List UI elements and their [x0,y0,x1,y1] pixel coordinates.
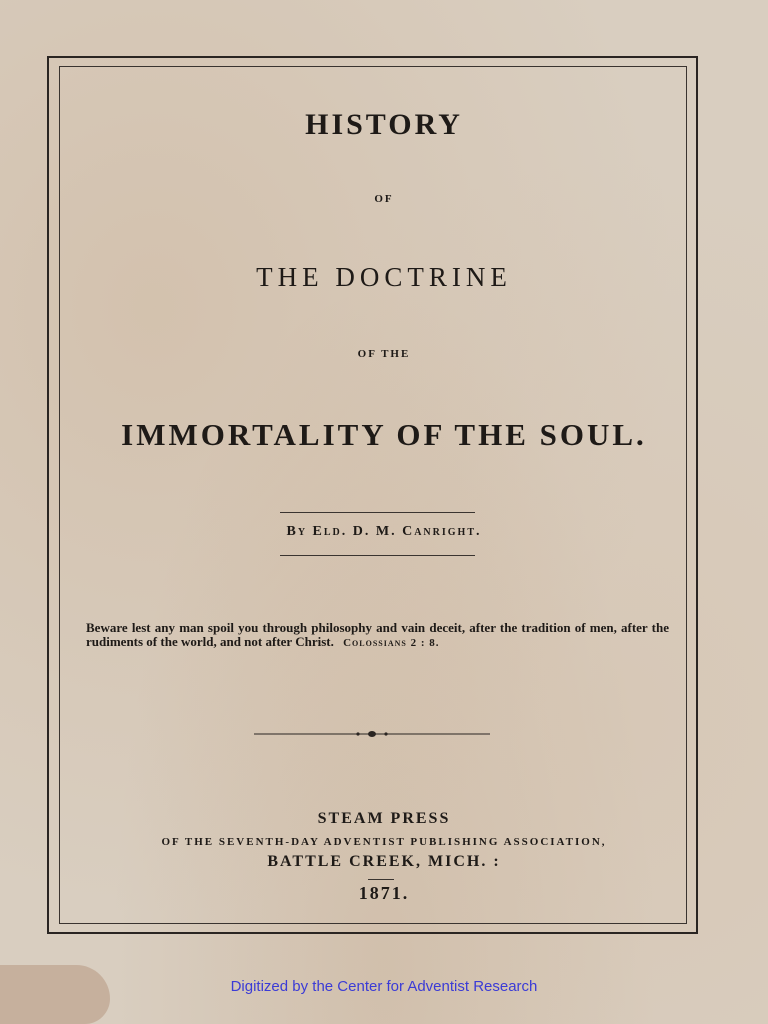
ornamental-divider [254,726,490,742]
title-line-doctrine: THE DOCTRINE [256,262,512,292]
author-rule-top [280,512,475,513]
imprint-city: BATTLE CREEK, MICH. : [267,853,501,870]
imprint-year: 1871. [358,883,410,903]
title-line-history: HISTORY [305,108,463,141]
title-line-of-the: OF THE [357,348,411,360]
imprint-association: OF THE SEVENTH-DAY ADVENTIST PUBLISHING ASSOCIATION, [161,836,607,848]
author-line: By Eld. D. M. Canright. [286,524,482,539]
epigraph [86,621,669,650]
epigraph-text: Beware lest any man spoil you through philosophy and vain deceit, after the tradition of men, after the rudiments of the world, and not after Christ. [86,620,669,649]
title-line-immortality: IMMORTALITY OF THE SOUL. [121,417,647,452]
epigraph-citation: Colossians 2 : 8. [343,637,440,649]
year-rule [368,879,394,880]
title-line-of: OF [374,193,394,205]
author-rule-bottom [280,555,475,556]
digitized-note: Digitized by the Center for Adventist Research [230,978,538,995]
imprint-press: STEAM PRESS [317,810,451,827]
